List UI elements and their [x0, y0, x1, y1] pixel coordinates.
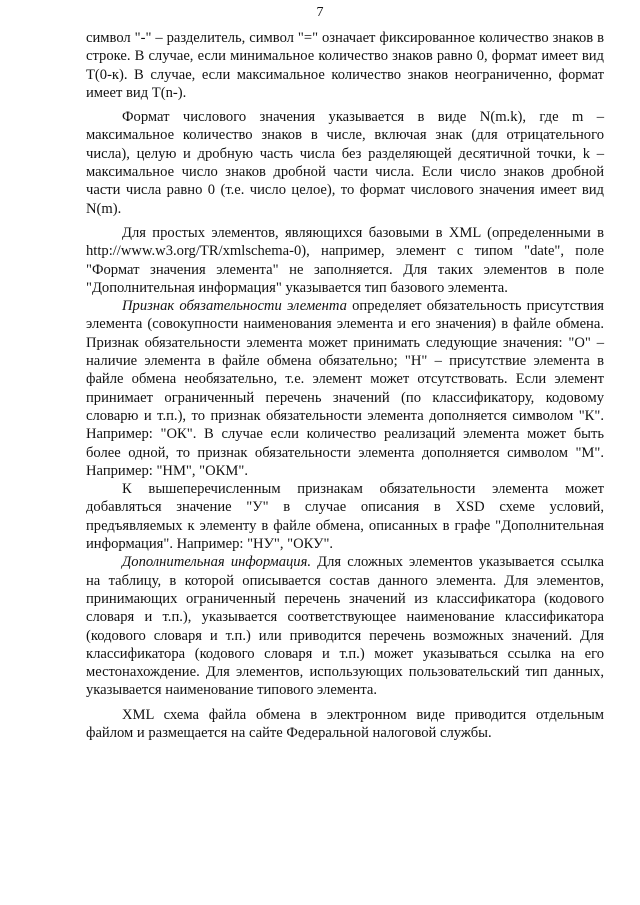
paragraph-text: Формат числового значения указывается в виде N(m.k), где m – максимальное количество знаков в числе, включая знак (для отрицательного числа), целую и дробную часть числа без разделяющей десятичной точки, k – максимальное число знаков дробной части числа. Если число знаков дробной части числа равно 0 (т.е. число целое), то формат числового значения имеет вид N(m).: [86, 109, 604, 217]
paragraph-xml-schema: [86, 706, 604, 743]
paragraph-text: символ "-" – разделитель, символ "=" означает фиксированное количество знаков в строке. В случае, если минимальное количество знаков равно 0, формат имеет вид Т(0-к). В случае, если максимальное количество знаков неограниченно, формат имеет вид Т(n-).: [86, 30, 604, 101]
paragraph-condition-value: [86, 480, 604, 553]
paragraph-lead-italic: Признак обязательности элемента: [122, 298, 347, 315]
paragraph-text: определяет обязательность присутствия элемента (совокупности наименования элемента и его значения) в файле обмена. Признак обязательности элемента может принимать следующие значения: "О" – наличие элемента в файле обмена обязательно; "Н" – присутствие элемента в файле обмена необязательно, т.е. элемент может отсутствовать. Если элемент принимает ограниченный перечень значений (по классификатору, кодовому словарю и т.п.), то признак обязательности элемента дополняется символом "К". Например: "ОК". В случае если количество реализаций элемента может быть более одной, то признак обязательности элемента дополняется символом "М". Например: "НМ", "ОКМ".: [86, 298, 605, 479]
paragraph-simple-elements: [86, 224, 604, 297]
paragraph-numeric-format: [86, 108, 604, 218]
paragraph-mandatory-sign: [86, 297, 604, 480]
paragraph-text: XML схема файла обмена в электронном виде приводится отдельным файлом и размещается на сайте Федеральной налоговой службы.: [86, 706, 604, 741]
paragraph-text: Для простых элементов, являющихся базовыми в XML (определенными в http://www.w3.org/TR/xmlschema-0), например, элемент с типом "date", поле "Формат значения элемента" не заполняется. Для таких элементов в поле "Дополнительная информация" указывается тип базового элемента.: [86, 224, 604, 296]
paragraph-additional-info: [86, 553, 604, 699]
page-number: 7: [316, 5, 324, 20]
text-body: [86, 29, 604, 742]
paragraph-lead-italic: Дополнительная информация.: [122, 554, 312, 571]
paragraph-text: К вышеперечисленным признакам обязательности элемента может добавляться значение "У" в случае описания в XSD схеме условий, предъявляемых к элементу в файле обмена, описанных в графе "Дополнительная информация". Например: "НУ", "ОКУ".: [86, 481, 604, 553]
paragraph-text: Для сложных элементов указывается ссылка на таблицу, в которой описывается состав данного элемента. Для элементов, принимающих ограниченный перечень значений из классификатора (кодового словаря и т.п.), указывается соответствующее наименование классификатора (кодового словаря и т.п.) или приводится перечень возможных значений. Для классификатора (кодового словаря и т.п.) может указываться ссылка на его местонахождение. Для элементов, использующих пользовательский тип данных, указывается наименование типового элемента.: [86, 554, 604, 699]
paragraph-format-string: [86, 29, 604, 102]
